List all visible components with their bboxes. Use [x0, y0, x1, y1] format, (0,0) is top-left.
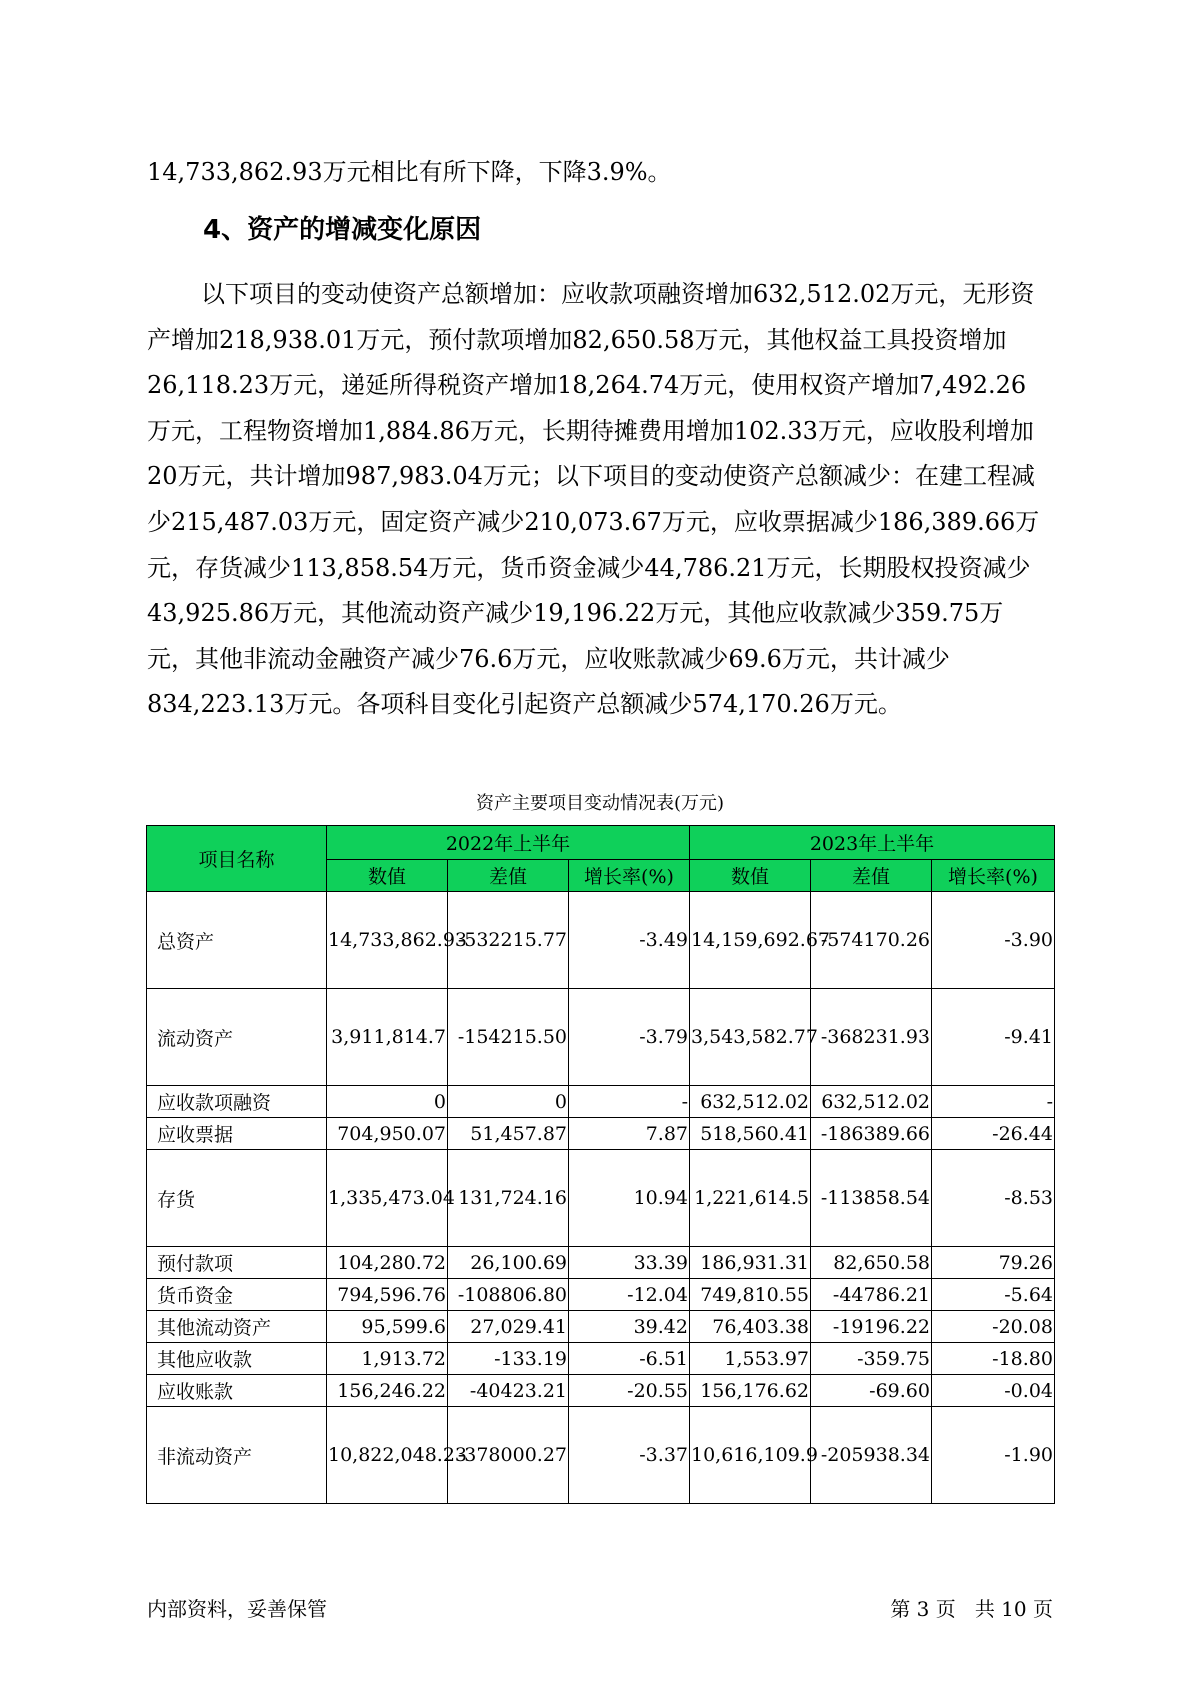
cell-value-2023: 1,221,614.5 — [690, 1150, 811, 1247]
cell-value-2022: 794,596.76 — [327, 1279, 448, 1311]
cell-rate-2023: -1.90 — [932, 1407, 1055, 1504]
header-rate: 增长率(%) — [932, 860, 1055, 892]
header-period-2022: 2022年上半年 — [327, 826, 690, 860]
cell-value-2023: 632,512.02 — [690, 1086, 811, 1118]
cell-diff-2022: 26,100.69 — [448, 1247, 569, 1279]
cell-rate-2022: - — [569, 1086, 690, 1118]
footer-page-number: 第 3 页 共 10 页 — [890, 1597, 1053, 1621]
cell-diff-2022: 51,457.87 — [448, 1118, 569, 1150]
cell-diff-2022: -378000.27 — [448, 1407, 569, 1504]
row-name: 应收账款 — [147, 1375, 327, 1407]
cell-diff-2023: -574170.26 — [811, 892, 932, 989]
cell-value-2023: 76,403.38 — [690, 1311, 811, 1343]
cell-value-2022: 104,280.72 — [327, 1247, 448, 1279]
cell-value-2022: 14,733,862.93 — [327, 892, 448, 989]
cell-rate-2023: -26.44 — [932, 1118, 1055, 1150]
cell-rate-2022: 7.87 — [569, 1118, 690, 1150]
header-item-name: 项目名称 — [147, 826, 327, 892]
asset-change-table — [146, 825, 1055, 1504]
table-row — [147, 892, 1055, 989]
row-name: 非流动资产 — [147, 1407, 327, 1504]
cell-diff-2023: -69.60 — [811, 1375, 932, 1407]
table-row — [147, 1086, 1055, 1118]
cell-rate-2023: -9.41 — [932, 989, 1055, 1086]
table-row — [147, 1311, 1055, 1343]
cell-value-2023: 156,176.62 — [690, 1375, 811, 1407]
table-row — [147, 989, 1055, 1086]
cell-rate-2023: -3.90 — [932, 892, 1055, 989]
cell-rate-2022: -6.51 — [569, 1343, 690, 1375]
table-row — [147, 1247, 1055, 1279]
row-name: 存货 — [147, 1150, 327, 1247]
cell-diff-2022: 131,724.16 — [448, 1150, 569, 1247]
table-row — [147, 1118, 1055, 1150]
cell-rate-2023: -18.80 — [932, 1343, 1055, 1375]
cell-diff-2023: -113858.54 — [811, 1150, 932, 1247]
cell-value-2023: 3,543,582.77 — [690, 989, 811, 1086]
cell-rate-2022: 33.39 — [569, 1247, 690, 1279]
cell-diff-2023: -186389.66 — [811, 1118, 932, 1150]
cell-diff-2023: -368231.93 — [811, 989, 932, 1086]
row-name: 其他应收款 — [147, 1343, 327, 1375]
row-name: 货币资金 — [147, 1279, 327, 1311]
cell-rate-2022: -12.04 — [569, 1279, 690, 1311]
table-row — [147, 1343, 1055, 1375]
cell-rate-2023: -20.08 — [932, 1311, 1055, 1343]
paragraph-main: 以下项目的变动使资产总额增加：应收款项融资增加632,512.02万元，无形资产增加218,938.01万元，预付款项增加82,650.58万元，其他权益工具投资增加26,118.23万元，递延所得税资产增加18,264.74万元，使用权资产增加7,492.26万元，工程物资增加1,884.86万元，长期待摊费用增加102.33万元，应收股利增加20万元，共计增加987,983.04万元；以下项目的变动使资产总额减少：在建工程减少215,487.03万元，固定资产减少210,073.67万元，应收票据减少186,389.66万元，存货减少113,858.54万元，货币资金减少44,786.21万元，长期股权投资减少43,925.86万元，其他流动资产减少19,196.22万元，其他应收款减少359.75万元，其他非流动金融资产减少76.6万元，应收账款减少69.6万元，共计减少834,223.13万元。各项科目变化引起资产总额减少574,170.26万元。 — [147, 280, 1040, 719]
header-diff: 差值 — [448, 860, 569, 892]
cell-value-2022: 10,822,048.23 — [327, 1407, 448, 1504]
cell-rate-2022: 10.94 — [569, 1150, 690, 1247]
cell-diff-2023: -359.75 — [811, 1343, 932, 1375]
footer-confidential: 内部资料，妥善保管 — [147, 1597, 327, 1621]
cell-diff-2023: -205938.34 — [811, 1407, 932, 1504]
cell-diff-2022: -40423.21 — [448, 1375, 569, 1407]
row-name: 应收票据 — [147, 1118, 327, 1150]
cell-value-2022: 95,599.6 — [327, 1311, 448, 1343]
cell-value-2023: 186,931.31 — [690, 1247, 811, 1279]
cell-rate-2023: -8.53 — [932, 1150, 1055, 1247]
row-name: 其他流动资产 — [147, 1311, 327, 1343]
table-row — [147, 1375, 1055, 1407]
header-value: 数值 — [327, 860, 448, 892]
row-name: 应收款项融资 — [147, 1086, 327, 1118]
cell-value-2023: 1,553.97 — [690, 1343, 811, 1375]
row-name: 预付款项 — [147, 1247, 327, 1279]
header-period-2023: 2023年上半年 — [690, 826, 1055, 860]
cell-value-2022: 3,911,814.7 — [327, 989, 448, 1086]
header-rate: 增长率(%) — [569, 860, 690, 892]
cell-rate-2022: -20.55 — [569, 1375, 690, 1407]
cell-value-2022: 156,246.22 — [327, 1375, 448, 1407]
section-heading: 4、资产的增减变化原因 — [203, 215, 482, 245]
cell-value-2023: 14,159,692.67 — [690, 892, 811, 989]
cell-value-2023: 10,616,109.9 — [690, 1407, 811, 1504]
cell-diff-2022: -133.19 — [448, 1343, 569, 1375]
cell-value-2022: 1,335,473.04 — [327, 1150, 448, 1247]
cell-rate-2023: - — [932, 1086, 1055, 1118]
cell-value-2022: 704,950.07 — [327, 1118, 448, 1150]
table-row — [147, 1407, 1055, 1504]
cell-diff-2023: 632,512.02 — [811, 1086, 932, 1118]
cell-diff-2022: -108806.80 — [448, 1279, 569, 1311]
cell-rate-2023: 79.26 — [932, 1247, 1055, 1279]
cell-rate-2022: -3.49 — [569, 892, 690, 989]
table-row — [147, 1150, 1055, 1247]
header-value: 数值 — [690, 860, 811, 892]
cell-rate-2022: 39.42 — [569, 1311, 690, 1343]
row-name: 总资产 — [147, 892, 327, 989]
cell-diff-2023: -44786.21 — [811, 1279, 932, 1311]
cell-value-2023: 749,810.55 — [690, 1279, 811, 1311]
paragraph-continued: 14,733,862.93万元相比有所下降，下降3.9%。 — [147, 158, 672, 186]
cell-rate-2022: -3.37 — [569, 1407, 690, 1504]
header-diff: 差值 — [811, 860, 932, 892]
cell-rate-2023: -0.04 — [932, 1375, 1055, 1407]
cell-value-2023: 518,560.41 — [690, 1118, 811, 1150]
cell-value-2022: 0 — [327, 1086, 448, 1118]
cell-diff-2022: -532215.77 — [448, 892, 569, 989]
cell-diff-2022: -154215.50 — [448, 989, 569, 1086]
cell-value-2022: 1,913.72 — [327, 1343, 448, 1375]
cell-diff-2023: 82,650.58 — [811, 1247, 932, 1279]
cell-diff-2023: -19196.22 — [811, 1311, 932, 1343]
table-row — [147, 1279, 1055, 1311]
table-caption: 资产主要项目变动情况表(万元) — [475, 793, 725, 814]
cell-rate-2022: -3.79 — [569, 989, 690, 1086]
row-name: 流动资产 — [147, 989, 327, 1086]
cell-diff-2022: 0 — [448, 1086, 569, 1118]
cell-rate-2023: -5.64 — [932, 1279, 1055, 1311]
cell-diff-2022: 27,029.41 — [448, 1311, 569, 1343]
